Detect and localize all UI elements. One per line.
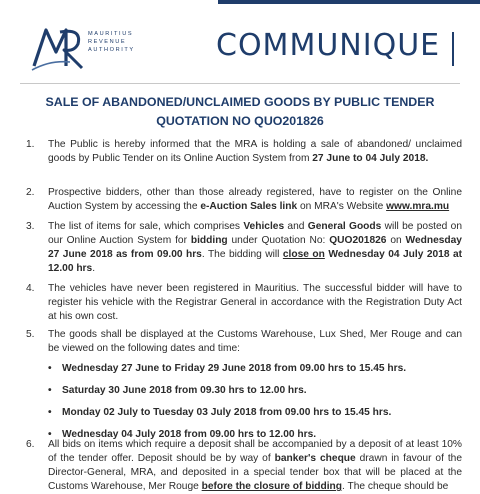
document-title: SALE OF ABANDONED/UNCLAIMED GOODS BY PUBLIC TENDER [45, 95, 435, 109]
paragraph-1: 1. The Public is hereby informed that the MRA is holding a sale of abandoned/ unclaimed goods by Public Tender on its Online Auction System from 27 June to 04 July 2018. [26, 139, 462, 164]
paragraph-4: 4. The vehicles have never been registered in Mauritius. The successful bidder will have to register his vehicle with the Registrar General in accordance with the Registration Duty Act at his own cost. [26, 283, 462, 322]
paragraph-number: 6. [26, 439, 35, 450]
schedule-item: • Wednesday 27 June to Friday 29 June 2018 from 09.00 hrs to 15.45 hrs. [48, 363, 407, 374]
paragraph-number: 2. [26, 187, 35, 198]
schedule-item: • Wednesday 04 July 2018 from 09.00 hrs to 12.00 hrs. [48, 429, 317, 440]
bullet-icon: • [48, 363, 52, 374]
paragraph-5: 5. The goods shall be displayed at the Customs Warehouse, Lux Shed, Mer Rouge and can be viewed on the following dates and time: [26, 329, 462, 354]
mra-website-link[interactable]: www.mra.mu [386, 201, 450, 212]
communique-banner: COMMUNIQUE [216, 28, 441, 63]
schedule-item: • Saturday 30 June 2018 from 09.30 hrs to 12.00 hrs. [48, 385, 307, 396]
top-rule [218, 0, 480, 4]
bullet-icon: • [48, 407, 52, 418]
mra-logo-text: MAURITIUS REVENUE AUTHORITY [88, 31, 135, 53]
paragraph-2: 2. Prospective bidders, other than those already registered, have to register on the Online Auction System by accessing the e-Auction Sales link on MRA's Website www.mra.mu [26, 187, 462, 212]
paragraph-6: 6. All bids on items which require a deposit shall be accompanied by a deposit of at least 10% of the tender offer. Deposit should be by way of banker's cheque drawn in favour of the Director-General, MRA, and deposited in a special tender box that will be placed at the Customs Warehouse, Mer Rouge before the closure of bidding. The cheque should be [26, 439, 462, 492]
mra-logo-icon [30, 22, 86, 72]
bullet-icon: • [48, 385, 52, 396]
banner-divider [452, 32, 454, 66]
paragraph-3: 3. The list of items for sale, which comprises Vehicles and General Goods will be posted on our Online Auction System for bidding under Quotation No: QUO201826 on Wednesday 27 June 2018 as from 09.00 hrs. The bidding will close on Wednesday 04 July 2018 at 12.00 hrs. [26, 221, 463, 274]
paragraph-number: 3. [26, 221, 35, 232]
viewing-schedule [48, 362, 460, 450]
schedule-item: • Monday 02 July to Tuesday 03 July 2018 from 09.00 hrs to 15.45 hrs. [48, 407, 392, 418]
paragraph-number: 1. [26, 139, 35, 150]
paragraph-number: 4. [26, 283, 35, 294]
paragraph-number: 5. [26, 329, 35, 340]
bullet-icon: • [48, 429, 52, 440]
header-separator [20, 83, 460, 84]
mra-logo [30, 22, 180, 76]
quotation-number: QUOTATION NO QUO201826 [156, 114, 324, 128]
